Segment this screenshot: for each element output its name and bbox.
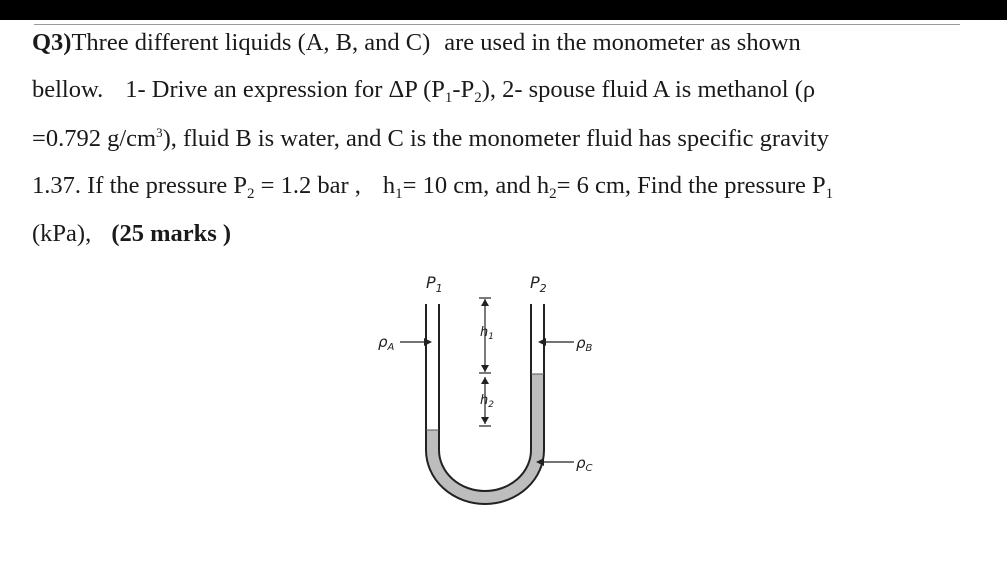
question-text: 1.37. If the pressure P (32, 172, 248, 199)
question-text: = 6 cm, Find the pressure P (556, 172, 826, 199)
rho-b-arrowhead (538, 338, 546, 346)
marks-label: (25 marks ) (111, 220, 232, 247)
question-text: Three different liquids (A, B, and C) (71, 29, 431, 56)
h1-arrow-down (481, 365, 489, 372)
label-rho-a: $\rho_A$ (378, 333, 395, 353)
subscript: 1 (825, 186, 834, 202)
question-text: 1- Drive an expression for ΔP (P (125, 76, 445, 103)
header-rule (34, 24, 960, 25)
label-rho-c: $\rho_C$ (576, 454, 593, 474)
label-h2: $h_2$ (480, 393, 494, 410)
h2-arrow-up (481, 377, 489, 384)
question-text: =0.792 g/cm (32, 125, 157, 152)
question-line-2 (32, 78, 815, 106)
question-text: = 10 cm, and h (402, 172, 550, 199)
question-line-5 (32, 222, 231, 247)
label-rho-b: $\rho_B$ (576, 334, 593, 354)
question-line-3 (32, 126, 829, 152)
subscript: 2 (549, 186, 557, 202)
question-text: -P (452, 76, 475, 103)
subscript: 2 (474, 90, 482, 106)
label-p1: $P_1$ (426, 273, 443, 295)
h2-arrow-down (481, 417, 489, 424)
question-text: ), 2- spouse fluid A is methanol (ρ (481, 76, 816, 103)
question-line-4 (32, 174, 833, 202)
label-h1: $h_1$ (480, 325, 494, 342)
question-text: ), fluid B is water, and C is the monometer fluid has specific gravity (162, 125, 830, 152)
subscript: 1 (444, 90, 453, 106)
rho-a-arrowhead (424, 338, 432, 346)
question-number: Q3) (32, 29, 72, 56)
question-text: h (382, 172, 396, 199)
label-p2: $P_2$ (530, 273, 547, 295)
h1-arrow-up (481, 299, 489, 306)
manometer-diagram (360, 262, 640, 512)
question-line-1 (32, 31, 801, 56)
question-text: are used in the monometer as shown (444, 29, 801, 56)
subscript: 2 (247, 186, 255, 202)
subscript: 1 (395, 186, 403, 202)
superscript: 3 (156, 125, 163, 140)
question-text: bellow. (32, 76, 104, 103)
question-text: (kPa), (32, 220, 92, 247)
question-text: = 1.2 bar , (254, 172, 361, 199)
top-bar (0, 0, 1007, 20)
